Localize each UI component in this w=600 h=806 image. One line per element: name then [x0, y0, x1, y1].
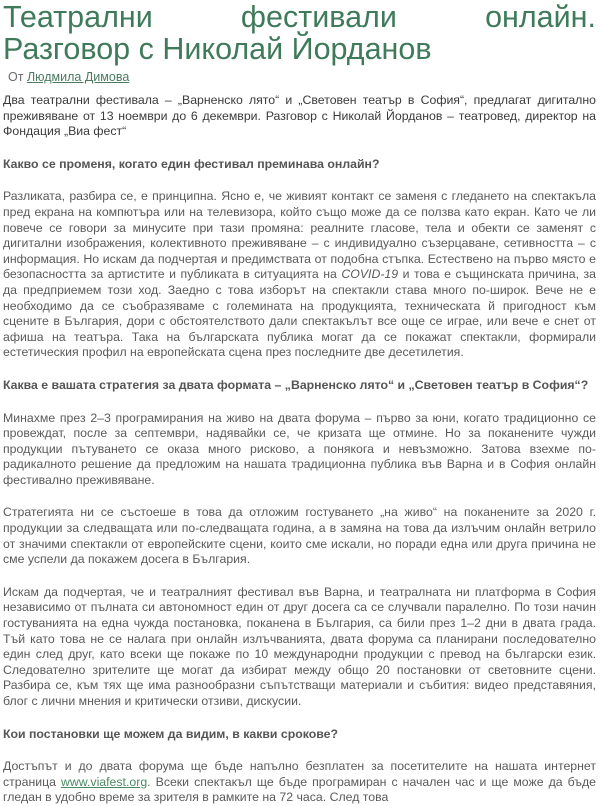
answer-text: Достъпът и до двата форума ще бъде напълно безплатен за посетителите на нашата интернет страница — [3, 759, 596, 789]
answer-paragraph: Минахме през 2–3 програмирания на живо на двата форума – първо за юни, когато традиционно се провеждат, после за септември, надявайки се, че кризата ще отмине. Но за поканените чужди продукции пътуването се оказа много рисково, а понякога и невъзможно. Затова взехме по-радикалното решение да предложим на нашата традиционна публика във Варна и в София онлайн фестивално преживяване. — [3, 410, 596, 487]
viafest-link[interactable]: www.viafest.org — [61, 774, 148, 789]
answer-text: . Всеки спектакъл ще бъде програмиран с начален час и ще може да бъде гледан в удобно време за зрителя в рамките на 72 часа. След това — [3, 774, 596, 805]
answer-text: Разликата, разбира се, е принципна. Ясно е, че живият контакт се заменя с гледането на спектакъла пред екрана на компютъра или на телевизора, който също може да се ползва като екран. Като че ли повече се говори за минусите при тази промяна: реалните гласове, тела и обекти се заменят с дигитални изображения, колективното преживяване – с индивидуално съзерцаване, сетивността – с информация. Но искам да подчертая и предимствата от подобна стъпка. Естествено на първо място е безопасността за артистите и публиката в ситуацията на — [3, 189, 596, 282]
answer-paragraph — [3, 189, 596, 361]
interview-question-1: Какво се променя, когато един фестивал преминава онлайн? — [3, 156, 380, 171]
article-title — [3, 1, 596, 65]
article-title-line-1: Театрални фестивали онлайн. — [3, 0, 596, 34]
answer-paragraph: Искам да подчертая, че и театралният фестивал във Варна, и театралната ни платформа в София независимо от пълната си автономност един от друг досега са се случвали паралелно. По този начин гостуванията на една чужда постановка, поканена в България, са били през 1–2 дни в двата града. Тъй като това не се налага при онлайн излъчванията, двата форума са планирани последователно един след друг, като всеки ще покаже по 10 международни продукции с превод на български език. Следователно зрителите ще могат да избират между общо 20 постановки от световните сцени. Разбира се, към тях ще има разнообразни съпътстващи материали и събития: видео представяния, блог с лични мнения и критически отзиви, дискусии. — [3, 584, 596, 708]
article — [0, 1, 600, 806]
byline — [8, 69, 596, 85]
interview-question-3: Кои постановки ще можем да видим, в какви срокове? — [3, 726, 339, 741]
interview-question-2: Каква е вашата стратегия за двата формата – „Варненско лято“ и „Световен театър в София“? — [3, 377, 589, 392]
byline-prefix: От — [8, 70, 24, 84]
author-link[interactable]: Людмила Димова — [26, 70, 130, 84]
article-title-line-2: Разговор с Николай Йорданов — [3, 32, 432, 66]
covid-emphasis: COVID-19 — [341, 267, 399, 282]
answer-text: и това е същинската причина, за да предприемем този ход. Заедно с това изборът на спектакли става много по-широк. Вече не е необходимо да се съобразяваме с големината на продукцията, техническата й пригодност към сцените в България, дори с обстоятелството дали спектакълът все още се играе, или вече е снет от афиша на театъра. Така на българската публика могат да се покажат спектакли, формирали естетическия профил на европейската сцена през последните две десетилетия. — [3, 267, 596, 360]
article-lead: Два театрални фестивала – „Варненско лято“ и „Световен театър в София“, предлагат дигитално преживяване от 13 ноември до 6 декември. Разговор с Николай Йорданов – театровед, директор на Фондация „Виа фест“ — [3, 93, 596, 139]
answer-paragraph — [3, 759, 596, 806]
answer-paragraph: Стратегията ни се състоеше в това да отложим гостуването „на живо“ на поканените за 2020 г. продукции за следващата или по-следващата година, а в замяна на това да излъчим онлайн ветрило от значими спектакли от европейските сцени, които сме искали, но поради една или друга причина не сме успели да покажем досега в България. — [3, 505, 596, 567]
